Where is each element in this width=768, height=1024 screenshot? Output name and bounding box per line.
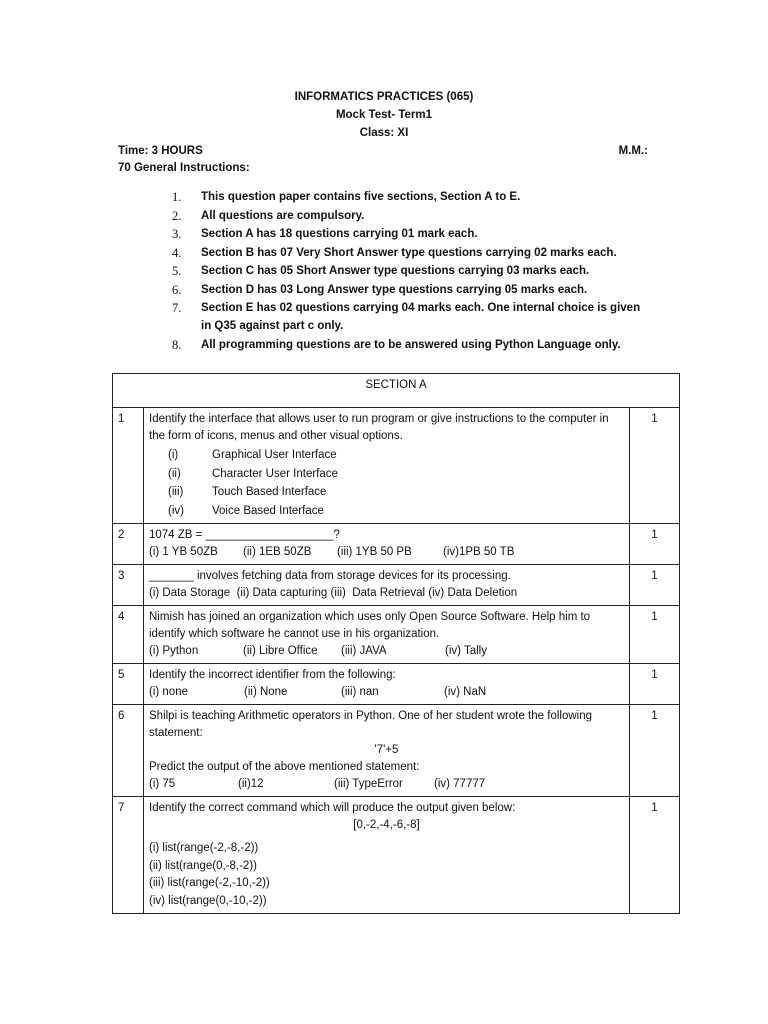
instruction-text: Section E has 02 questions carrying 04 marks each. One internal choice is given in Q35 against part c only. bbox=[201, 302, 641, 332]
option-text: Graphical User Interface bbox=[212, 449, 337, 461]
paper-subtitle: Mock Test- Term1 bbox=[335, 109, 433, 121]
option: (iii) TypeError bbox=[334, 778, 403, 790]
options-row: (i) Data Storage (ii) Data capturing (iii) Data Retrieval (iv) Data Deletion bbox=[149, 587, 518, 599]
option: (iii) JAVA bbox=[341, 645, 387, 657]
question-text: _______ involves fetching data from storage devices for its processing. bbox=[149, 570, 511, 582]
instruction-item bbox=[172, 188, 652, 206]
question-content bbox=[144, 664, 630, 705]
instruction-text: All questions are compulsory. bbox=[201, 209, 365, 222]
code-statement: '7'+5 bbox=[374, 744, 399, 756]
question-row bbox=[113, 664, 680, 705]
option-numeral: (ii) bbox=[168, 467, 181, 480]
question-row bbox=[113, 565, 680, 606]
question-number: 6 bbox=[113, 705, 144, 797]
question-content bbox=[144, 408, 630, 524]
question-marks: 1 bbox=[629, 606, 679, 664]
question-text: Identify the interface that allows user to run program or give instructions to the computer in the form of icons, menus and other visual options. bbox=[149, 413, 609, 442]
instruction-text: Section B has 07 Very Short Answer type questions carrying 02 marks each. bbox=[201, 246, 617, 259]
general-instructions bbox=[172, 188, 652, 354]
question-text: Identify the correct command which will produce the output given below: bbox=[149, 802, 516, 814]
instruction-number: 7. bbox=[172, 301, 182, 315]
options-row bbox=[149, 544, 624, 561]
instruction-item bbox=[172, 299, 652, 335]
question-marks: 1 bbox=[629, 524, 679, 565]
option-text: Touch Based Interface bbox=[212, 486, 327, 498]
options-row bbox=[149, 776, 624, 793]
instruction-text: This question paper contains five sections, Section A to E. bbox=[201, 191, 521, 203]
question-content bbox=[144, 606, 630, 664]
question-row bbox=[113, 408, 680, 524]
paper-header bbox=[0, 88, 768, 142]
option: (iii) 1YB 50 PB bbox=[337, 546, 412, 558]
instruction-text: Section D has 03 Long Answer type questions carrying 05 marks each. bbox=[201, 283, 588, 296]
instruction-item bbox=[172, 281, 652, 299]
instruction-item bbox=[172, 336, 652, 354]
instruction-item bbox=[172, 225, 652, 243]
option bbox=[168, 446, 624, 465]
section-header-row bbox=[113, 374, 680, 408]
option: (ii) Libre Office bbox=[243, 645, 318, 657]
option: (ii)12 bbox=[238, 778, 264, 790]
question-marks: 1 bbox=[629, 565, 679, 606]
option: (iii) list(range(-2,-10,-2)) bbox=[149, 877, 270, 889]
instruction-number: 8. bbox=[172, 337, 182, 352]
question-number: 7 bbox=[113, 797, 144, 914]
question-prompt: Predict the output of the above mentioned statement: bbox=[149, 761, 420, 773]
max-marks-label: M.M.: bbox=[618, 145, 648, 157]
option: (i) none bbox=[149, 686, 188, 698]
question-number: 5 bbox=[113, 664, 144, 705]
instruction-text: Section A has 18 questions carrying 01 mark each. bbox=[201, 228, 478, 240]
question-row bbox=[113, 524, 680, 565]
option-numeral: (iii) bbox=[168, 486, 184, 498]
paper-title: INFORMATICS PRACTICES (065) bbox=[294, 91, 474, 103]
options-list bbox=[149, 840, 624, 910]
question-content bbox=[144, 565, 630, 606]
option: (i) Python bbox=[149, 645, 199, 657]
instruction-number: 6. bbox=[172, 282, 182, 297]
question-number: 4 bbox=[113, 606, 144, 664]
question-content bbox=[144, 797, 630, 914]
question-row bbox=[113, 606, 680, 664]
instruction-number: 3. bbox=[172, 227, 182, 241]
paper-class: Class: XI bbox=[359, 127, 409, 139]
question-row bbox=[113, 797, 680, 914]
option: (iv)1PB 50 TB bbox=[443, 546, 515, 558]
option: (i) list(range(-2,-8,-2)) bbox=[149, 842, 259, 854]
question-number: 1 bbox=[113, 408, 144, 524]
section-title: SECTION A bbox=[113, 374, 680, 408]
options-row bbox=[149, 684, 624, 701]
instruction-item bbox=[172, 207, 652, 225]
option-numeral: (iv) bbox=[168, 504, 184, 517]
option: (i) 1 YB 50ZB bbox=[149, 546, 218, 558]
option bbox=[168, 465, 624, 484]
option-text: Voice Based Interface bbox=[212, 504, 324, 517]
option-numeral: (i) bbox=[168, 449, 179, 461]
time-label: Time: 3 HOURS bbox=[118, 145, 203, 157]
time-marks-row bbox=[118, 142, 648, 160]
question-number: 3 bbox=[113, 565, 144, 606]
instruction-number: 1. bbox=[172, 190, 182, 204]
option: (ii) 1EB 50ZB bbox=[243, 546, 312, 558]
question-text: Nimish has joined an organization which uses only Open Source Software. Help him to identify which software he cannot use in his organization. bbox=[149, 611, 591, 640]
instruction-item bbox=[172, 262, 652, 280]
option: (iv) NaN bbox=[444, 686, 487, 698]
question-marks: 1 bbox=[629, 664, 679, 705]
instruction-number: 2. bbox=[172, 208, 182, 223]
options-list bbox=[149, 446, 624, 520]
expected-output: [0,-2,-4,-6,-8] bbox=[353, 819, 420, 831]
option: (iii) nan bbox=[341, 686, 379, 698]
option: (iv) 77777 bbox=[434, 778, 486, 790]
question-marks: 1 bbox=[629, 797, 679, 914]
option: (ii) list(range(0,-8,-2)) bbox=[149, 859, 257, 872]
question-text: 1074 ZB = ____________________? bbox=[149, 529, 340, 541]
question-number: 2 bbox=[113, 524, 144, 565]
options-row bbox=[149, 643, 624, 660]
instruction-text: All programming questions are to be answered using Python Language only. bbox=[201, 338, 621, 351]
option: (iv) list(range(0,-10,-2)) bbox=[149, 894, 267, 907]
question-text: Identify the incorrect identifier from the following: bbox=[149, 669, 396, 681]
option bbox=[168, 483, 624, 502]
instruction-number: 5. bbox=[172, 264, 182, 278]
question-marks: 1 bbox=[629, 705, 679, 797]
option bbox=[168, 502, 624, 521]
instructions-heading: 70 General Instructions: bbox=[118, 162, 250, 174]
instruction-item bbox=[172, 244, 652, 262]
question-text: Shilpi is teaching Arithmetic operators in Python. One of her student wrote the following statement: bbox=[149, 710, 592, 739]
option: (i) 75 bbox=[149, 778, 176, 790]
instruction-text: Section C has 05 Short Answer type questions carrying 03 marks each. bbox=[201, 265, 590, 277]
instruction-number: 4. bbox=[172, 245, 182, 260]
question-marks: 1 bbox=[629, 408, 679, 524]
option: (ii) None bbox=[244, 686, 288, 698]
question-content bbox=[144, 524, 630, 565]
question-row bbox=[113, 705, 680, 797]
question-content bbox=[144, 705, 630, 797]
section-a-table bbox=[112, 373, 680, 914]
option-text: Character User Interface bbox=[212, 467, 338, 480]
option: (iv) Tally bbox=[445, 645, 487, 657]
